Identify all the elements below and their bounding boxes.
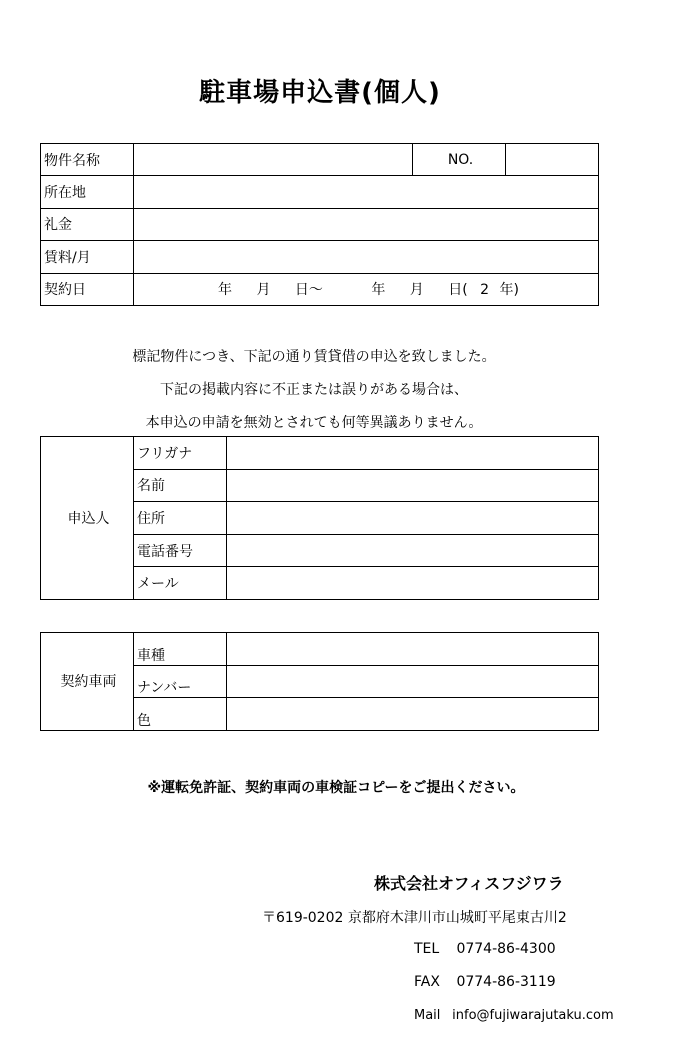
vehicle-number-label: ナンバー bbox=[134, 665, 227, 698]
vehicle-group-label: 契約車両 bbox=[41, 633, 134, 731]
applicant-phone-field[interactable] bbox=[227, 534, 599, 567]
key-money-label: 礼金 bbox=[41, 208, 134, 240]
company-tel bbox=[414, 941, 556, 957]
contract-date-label: 契約日 bbox=[41, 273, 134, 305]
applicant-group-label: 申込人 bbox=[41, 437, 134, 600]
mail-label: Mail bbox=[414, 1008, 441, 1023]
document-requirement-note: ※運転免許証、契約車両の車検証コピーをご提出ください。 bbox=[147, 780, 525, 796]
term-years-value: 2 bbox=[480, 282, 490, 299]
rent-field[interactable] bbox=[134, 241, 599, 273]
furigana-field[interactable] bbox=[227, 437, 599, 470]
date-day-term-text: 日( bbox=[448, 282, 468, 299]
property-no-label: NO. bbox=[413, 144, 506, 176]
property-table bbox=[40, 143, 599, 306]
property-name-field[interactable] bbox=[134, 144, 413, 176]
key-money-row bbox=[41, 208, 599, 240]
date-month-text: 月 bbox=[256, 282, 271, 299]
company-fax bbox=[414, 974, 556, 990]
property-address-row bbox=[41, 176, 599, 208]
date-year2-text: 年 bbox=[371, 282, 386, 299]
contract-date-field[interactable] bbox=[134, 273, 599, 305]
date-day-from-text: 日〜 bbox=[294, 282, 323, 299]
vehicle-model-field[interactable] bbox=[227, 633, 599, 666]
page-title: 駐車場申込書(個人) bbox=[199, 78, 441, 108]
company-name: 株式会社オフィスフジワラ bbox=[374, 874, 564, 893]
date-year-text: 年 bbox=[217, 282, 232, 299]
vehicle-model-row bbox=[41, 633, 599, 666]
contract-date-row bbox=[41, 273, 599, 305]
applicant-phone-label: 電話番号 bbox=[134, 534, 227, 567]
applicant-name-label: 名前 bbox=[134, 469, 227, 502]
applicant-mail-field[interactable] bbox=[227, 567, 599, 600]
vehicle-number-field[interactable] bbox=[227, 665, 599, 698]
rent-row bbox=[41, 241, 599, 273]
property-no-field[interactable] bbox=[506, 144, 599, 176]
applicant-table bbox=[40, 436, 599, 600]
notice-line-2: 下記の掲載内容に不正または誤りがある場合は、 bbox=[160, 382, 468, 398]
tel-value: 0774-86-4300 bbox=[456, 941, 556, 957]
applicant-address-label: 住所 bbox=[134, 502, 227, 535]
key-money-field[interactable] bbox=[134, 208, 599, 240]
applicant-furigana-row bbox=[41, 437, 599, 470]
applicant-mail-label: メール bbox=[134, 567, 227, 600]
mail-value: info@fujiwarajutaku.com bbox=[452, 1008, 614, 1023]
vehicle-color-label: 色 bbox=[134, 698, 227, 731]
applicant-name-field[interactable] bbox=[227, 469, 599, 502]
applicant-address-field[interactable] bbox=[227, 502, 599, 535]
property-name-row bbox=[41, 144, 599, 176]
property-address-field[interactable] bbox=[134, 176, 599, 208]
vehicle-color-field[interactable] bbox=[227, 698, 599, 731]
property-name-label: 物件名称 bbox=[41, 144, 134, 176]
term-suffix-text: 年) bbox=[499, 282, 520, 299]
fax-value: 0774-86-3119 bbox=[456, 974, 556, 990]
tel-label: TEL bbox=[414, 941, 440, 957]
company-address: 〒619-0202 京都府木津川市山城町平尾東古川2 bbox=[262, 910, 567, 926]
notice-line-3: 本申込の申請を無効とされても何等異議ありません。 bbox=[145, 415, 483, 431]
fax-label: FAX bbox=[414, 974, 440, 990]
rent-label: 賃料/月 bbox=[41, 241, 134, 273]
company-mail bbox=[414, 1008, 614, 1023]
date-month2-text: 月 bbox=[409, 282, 424, 299]
vehicle-table bbox=[40, 632, 599, 731]
notice-line-1: 標記物件につき、下記の通り賃貸借の申込を致しました。 bbox=[132, 349, 496, 365]
property-address-label: 所在地 bbox=[41, 176, 134, 208]
furigana-label: フリガナ bbox=[134, 437, 227, 470]
vehicle-model-label: 車種 bbox=[134, 633, 227, 666]
